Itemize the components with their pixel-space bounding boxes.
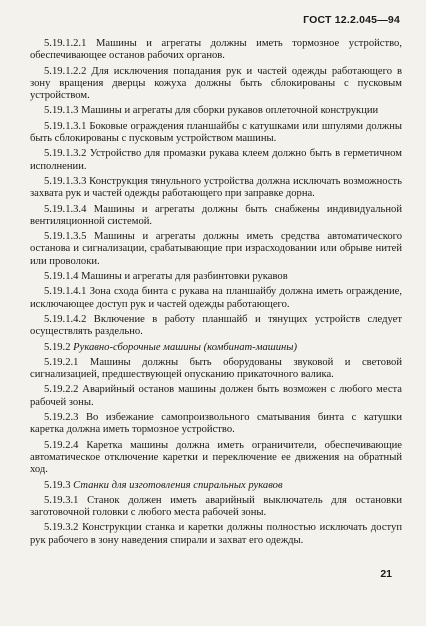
section-title: Рукавно-сборочные машины (комбинат-машины) (73, 341, 298, 353)
section-heading-5-19-2 (30, 342, 402, 354)
section-heading-5-19-3 (30, 480, 402, 492)
clause-5-19-1-4-1: 5.19.1.4.1 Зона схода бинта с рукава на планшайбу должна иметь ограждение, исключающее доступ рук и частей одежды работающего. (30, 286, 402, 310)
clause-5-19-1-3-5: 5.19.1.3.5 Машины и агрегаты должны иметь средства автоматического останова и сигнализации, срабатывающие при израсходовании или обрыве нитей или проволоки. (30, 231, 402, 267)
clause-5-19-1-3-2: 5.19.1.3.2 Устройство для промазки рукава клеем должно быть в герметичном исполнении. (30, 148, 402, 172)
clause-5-19-1-3-4: 5.19.1.3.4 Машины и агрегаты должны быть снабжены индивидуальной вентиляционной системой. (30, 203, 402, 227)
section-title: Станки для изготовления спиральных рукавов (73, 479, 283, 491)
clause-5-19-3-2: 5.19.3.2 Конструкции станка и каретки должны полностью исключать доступ рук рабочего в зону наведения спирали и захват его одежды. (30, 522, 402, 546)
clause-5-19-1-4: 5.19.1.4 Машины и агрегаты для разбинтовки рукавов (44, 271, 288, 283)
document-body (30, 38, 402, 550)
standard-header: ГОСТ 12.2.045—94 (303, 14, 400, 26)
section-number: 5.19.2 (44, 341, 71, 353)
clause-5-19-2-4: 5.19.2.4 Каретка машины должна иметь ограничители, обеспечивающие автоматическое отключение каретки и переключение ее движения на обратный ход. (30, 439, 402, 476)
section-number: 5.19.3 (44, 479, 71, 491)
page-number: 21 (380, 568, 392, 580)
clause-5-19-1-3: 5.19.1.3 Машины и агрегаты для сборки рукавов оплеточной конструкции (44, 105, 379, 117)
clause-5-19-1-3-1: 5.19.1.3.1 Боковые ограждения планшайбы с катушками или шпулями должны быть сблокированы с пусковым устройством машины. (30, 120, 402, 145)
clause-5-19-1-4-2: 5.19.1.4.2 Включение в работу планшайб и тянущих устройств следует осуществлять раздельно. (30, 313, 402, 338)
clause-5-19-2-1: 5.19.2.1 Машины должны быть оборудованы звуковой и световой сигнализацией, предшествующей опусканию прикаточного валика. (30, 356, 402, 381)
clause-5-19-1-2-2: 5.19.1.2.2 Для исключения попадания рук и частей одежды работающего в зону вращения дверцы кожуха должны быть сблокированы с пусковым устройством. (30, 65, 402, 102)
clause-5-19-1-2-1: 5.19.1.2.1 Машины и агрегаты должны иметь тормозное устройство, обеспечивающее останов рабочих органов. (30, 38, 402, 62)
clause-5-19-2-3: 5.19.2.3 Во избежание самопроизвольного сматывания бинта с катушки каретка должна иметь тормозное устройство. (30, 412, 402, 436)
clause-5-19-2-2: 5.19.2.2 Аварийный останов машины должен быть возможен с любого места рабочей зоны. (30, 384, 402, 408)
clause-5-19-1-3-3: 5.19.1.3.3 Конструкция тянульного устройства должна исключать возможность захвата рук и частей одежды работающего при заправке дорна. (30, 175, 402, 200)
clause-5-19-3-1: 5.19.3.1 Станок должен иметь аварийный выключатель для остановки заготовочной головки с любого места рабочей зоны. (30, 494, 402, 519)
